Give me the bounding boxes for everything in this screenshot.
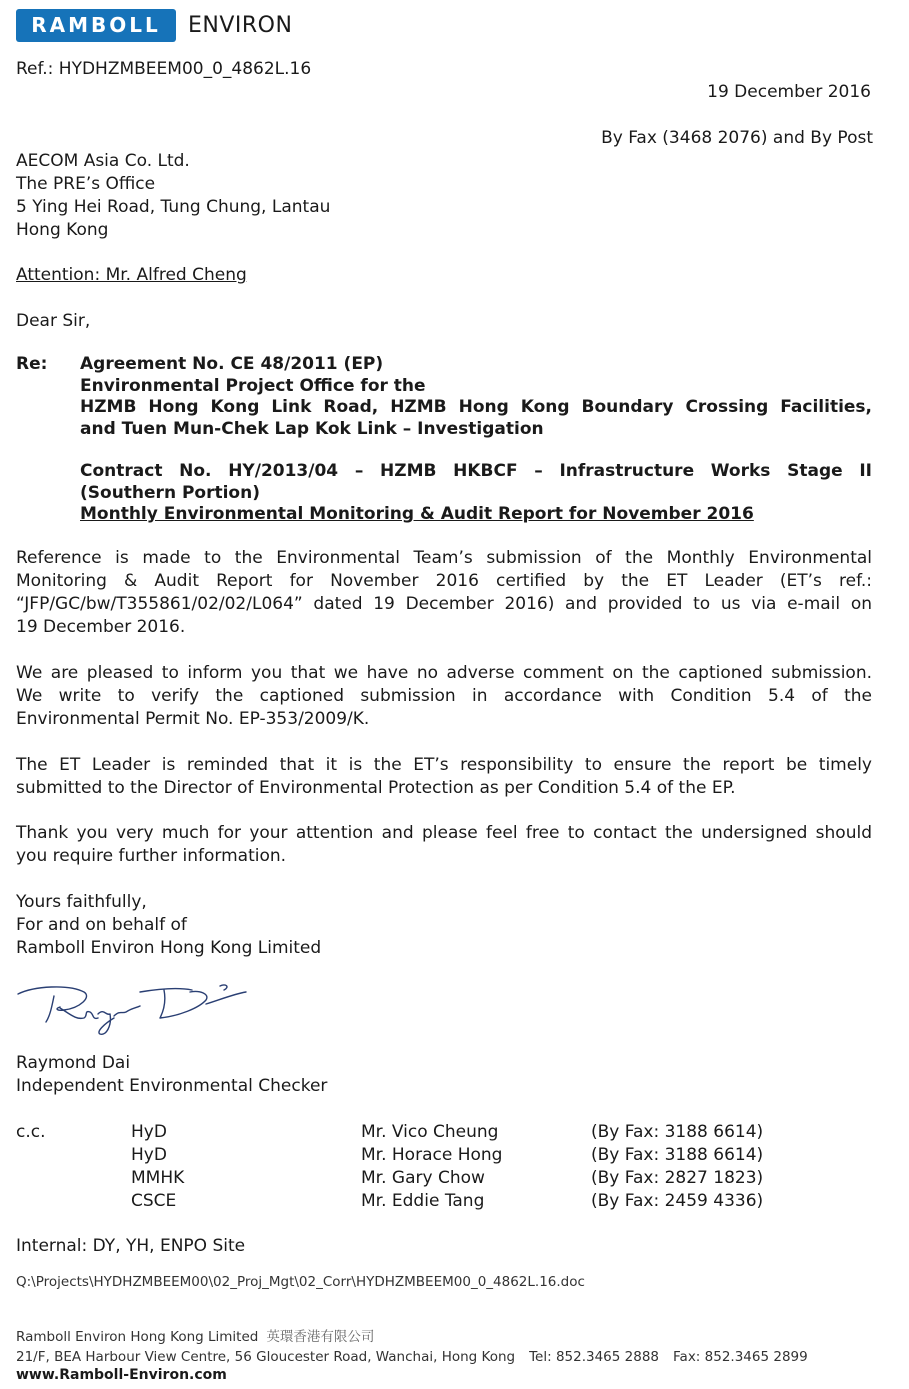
attention-line: Attention: Mr. Alfred Cheng <box>16 265 247 285</box>
contract-line: Contract No. HY/2013/04 – HZMB HKBCF – Infrastructure Works Stage II <box>80 461 872 481</box>
file-path: Q:\Projects\HYDHZMBEEM00\02_Proj_Mgt\02_Corr\HYDHZMBEEM00_0_4862L.16.doc <box>16 1274 585 1290</box>
footer-tel: Tel: 852.3465 2888 <box>529 1349 660 1365</box>
closing-line: Ramboll Environ Hong Kong Limited <box>16 938 322 958</box>
subject-line: and Tuen Mun-Chek Lap Kok Link – Investigation <box>80 418 544 439</box>
address-line: The PRE’s Office <box>16 174 156 194</box>
cc-org: CSCE <box>131 1191 177 1211</box>
internal-distribution: Internal: DY, YH, ENPO Site <box>16 1236 246 1256</box>
cc-fax-column <box>591 1121 763 1213</box>
recipient-address <box>16 150 330 242</box>
signatory-block <box>16 1052 327 1098</box>
body-paragraph-4 <box>16 822 872 868</box>
paragraph-line: submitted to the Director of Environmental Protection as per Condition 5.4 of the EP. <box>16 778 736 798</box>
subject-block <box>80 354 872 526</box>
address-line: 5 Ying Hei Road, Tung Chung, Lantau <box>16 197 331 217</box>
paragraph-line: Environmental Permit No. EP-353/2009/K. <box>16 709 370 729</box>
subject-label: Re: <box>16 354 48 374</box>
footer-website-link[interactable]: www.Ramboll-Environ.com <box>16 1367 227 1383</box>
salutation: Dear Sir, <box>16 311 91 331</box>
subject-line: Environmental Project Office for the <box>80 375 426 396</box>
paragraph-line: The ET Leader is reminded that it is the ET’s responsibility to ensure the report be timely <box>16 755 872 775</box>
cc-fax: (By Fax: 3188 6614) <box>591 1145 764 1165</box>
paragraph-line: Reference is made to the Environmental Team’s submission of the Monthly Environmental <box>16 548 872 568</box>
cc-fax: (By Fax: 3188 6614) <box>591 1122 764 1142</box>
cc-org-column <box>131 1121 184 1213</box>
closing-line: Yours faithfully, <box>16 892 147 912</box>
cc-label: c.c. <box>16 1122 46 1142</box>
handwritten-signature <box>14 978 249 1038</box>
footer-company-name: Ramboll Environ Hong Kong Limited <box>16 1329 259 1345</box>
paragraph-line: Monitoring & Audit Report for November 2016 certified by the ET Leader (ET’s ref.: <box>16 571 872 591</box>
paragraph-line: We are pleased to inform you that we have no adverse comment on the captioned submission. <box>16 663 872 683</box>
address-line: AECOM Asia Co. Ltd. <box>16 151 190 171</box>
delivery-method: By Fax (3468 2076) and By Post <box>601 128 873 148</box>
cc-person-column <box>361 1121 502 1213</box>
signatory-title: Independent Environmental Checker <box>16 1076 328 1096</box>
address-line: Hong Kong <box>16 220 109 240</box>
closing-line: For and on behalf of <box>16 915 187 935</box>
paragraph-line: Thank you very much for your attention and please feel free to contact the undersigned should <box>16 823 872 843</box>
footer-contact <box>16 1348 822 1366</box>
subject-line: HZMB Hong Kong Link Road, HZMB Hong Kong Boundary Crossing Facilities, <box>80 397 872 417</box>
cc-person: Mr. Gary Chow <box>361 1168 485 1188</box>
footer-fax: Fax: 852.3465 2899 <box>673 1349 808 1365</box>
cc-fax: (By Fax: 2459 4336) <box>591 1191 764 1211</box>
report-title: Monthly Environmental Monitoring & Audit Report for November 2016 <box>80 504 754 524</box>
letter-date: 19 December 2016 <box>707 82 871 102</box>
cc-person: Mr. Eddie Tang <box>361 1191 485 1211</box>
cc-org: HyD <box>131 1145 167 1165</box>
paragraph-line: you require further information. <box>16 846 287 866</box>
paragraph-line: 19 December 2016. <box>16 617 186 637</box>
body-paragraph-3 <box>16 754 872 800</box>
cc-org: HyD <box>131 1122 167 1142</box>
body-paragraph-1 <box>16 547 872 639</box>
paragraph-line: “JFP/GC/bw/T355861/02/02/L064” dated 19 December 2016) and provided to us via e-mail on <box>16 594 872 614</box>
paragraph-line: We write to verify the captioned submission in accordance with Condition 5.4 of the <box>16 686 872 706</box>
brand-logo: RAMBOLL <box>16 9 176 42</box>
subject-line: Agreement No. CE 48/2011 (EP) <box>80 354 384 374</box>
brand-logo-suffix: ENVIRON <box>188 13 293 38</box>
footer-company <box>16 1328 374 1346</box>
cc-person: Mr. Vico Cheung <box>361 1122 499 1142</box>
cc-fax: (By Fax: 2827 1823) <box>591 1168 764 1188</box>
footer-company-name-cn: 英環香港有限公司 <box>266 1329 375 1345</box>
reference-number: Ref.: HYDHZMBEEM00_0_4862L.16 <box>16 59 312 79</box>
cc-person: Mr. Horace Hong <box>361 1145 503 1165</box>
closing-block <box>16 891 321 960</box>
cc-org: MMHK <box>131 1168 185 1188</box>
signatory-name: Raymond Dai <box>16 1053 131 1073</box>
contract-line: (Southern Portion) <box>80 482 260 503</box>
footer-address: 21/F, BEA Harbour View Centre, 56 Gloucester Road, Wanchai, Hong Kong <box>16 1349 516 1365</box>
body-paragraph-2 <box>16 662 872 731</box>
